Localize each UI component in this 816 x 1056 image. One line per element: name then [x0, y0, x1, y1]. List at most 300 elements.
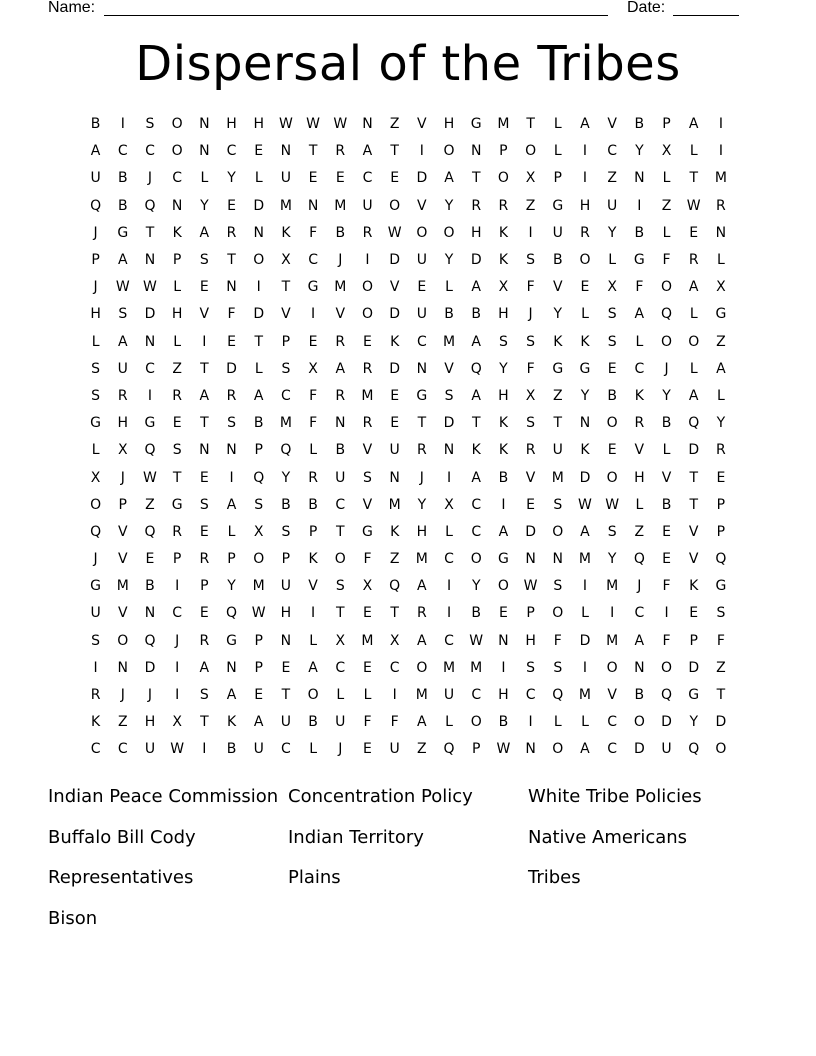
grid-letter: V: [688, 551, 699, 568]
grid-letter: K: [308, 551, 318, 568]
grid-row: [82, 709, 742, 736]
grid-letter: G: [171, 496, 183, 513]
grid-letter: A: [362, 143, 373, 160]
grid-letter: G: [579, 360, 591, 377]
grid-row: [82, 736, 742, 763]
grid-letter: A: [580, 741, 590, 758]
grid-letter: U: [90, 170, 101, 187]
grid-row: [82, 301, 742, 328]
grid-letter: M: [714, 170, 727, 187]
grid-letter: I: [93, 659, 98, 676]
grid-letter: J: [528, 306, 533, 323]
date-line: [673, 15, 739, 16]
grid-row: [82, 138, 742, 165]
name-line: [104, 15, 608, 16]
grid-letter: Y: [227, 578, 236, 595]
grid-letter: U: [362, 197, 373, 214]
grid-letter: A: [634, 632, 645, 649]
grid-letter: N: [335, 415, 346, 432]
grid-letter: W: [115, 279, 130, 296]
grid-letter: E: [199, 523, 209, 540]
grid-letter: X: [525, 170, 536, 187]
grid-letter: B: [634, 116, 645, 133]
grid-letter: N: [199, 116, 210, 133]
grid-letter: S: [91, 360, 101, 377]
grid-letter: O: [253, 551, 265, 568]
grid-letter: T: [200, 714, 209, 731]
grid-letter: L: [662, 170, 671, 187]
word-bank-item: Concentration Policy: [288, 786, 473, 807]
grid-letter: D: [416, 170, 428, 187]
grid-letter: Q: [715, 551, 727, 568]
grid-letter: M: [334, 197, 347, 214]
grid-letter: X: [335, 632, 346, 649]
grid-letter: I: [664, 605, 669, 622]
grid-letter: U: [552, 442, 563, 459]
grid-letter: X: [389, 632, 400, 649]
grid-letter: W: [306, 116, 321, 133]
grid-letter: V: [661, 469, 672, 486]
grid-letter: V: [117, 523, 128, 540]
grid-letter: U: [144, 741, 156, 758]
grid-letter: N: [552, 551, 564, 568]
grid-letter: X: [525, 387, 536, 404]
grid-letter: L: [309, 442, 317, 459]
grid-letter: X: [117, 442, 128, 459]
grid-letter: T: [145, 224, 155, 241]
grid-row: [82, 220, 742, 247]
grid-letter: M: [442, 333, 456, 350]
grid-letter: C: [634, 360, 645, 377]
grid-letter: E: [390, 387, 400, 404]
grid-letter: E: [227, 333, 236, 350]
grid-letter: T: [281, 279, 291, 296]
grid-letter: O: [361, 279, 373, 296]
grid-letter: D: [661, 714, 672, 731]
grid-letter: H: [443, 116, 455, 133]
grid-letter: C: [607, 741, 618, 758]
grid-letter: S: [91, 632, 101, 649]
grid-letter: N: [253, 224, 264, 241]
grid-letter: C: [607, 714, 618, 731]
grid-letter: A: [90, 143, 101, 160]
grid-row: [82, 383, 742, 410]
grid-letter: A: [471, 387, 481, 404]
grid-letter: K: [689, 578, 699, 595]
grid-letter: G: [90, 415, 102, 432]
grid-letter: O: [90, 496, 102, 513]
grid-letter: X: [716, 279, 726, 296]
grid-letter: P: [716, 523, 726, 540]
grid-letter: O: [361, 306, 373, 323]
grid-letter: D: [633, 741, 645, 758]
grid-letter: L: [200, 170, 209, 187]
grid-letter: U: [335, 714, 346, 731]
grid-letter: F: [309, 387, 318, 404]
grid-letter: I: [175, 687, 180, 704]
grid-letter: T: [526, 116, 535, 133]
grid-letter: S: [199, 687, 209, 704]
grid-letter: B: [308, 714, 318, 731]
grid-letter: G: [470, 116, 482, 133]
grid-row: [82, 111, 742, 138]
grid-letter: D: [226, 360, 237, 377]
grid-letter: E: [363, 741, 372, 758]
grid-letter: I: [147, 387, 153, 404]
grid-letter: I: [501, 659, 506, 676]
grid-letter: O: [443, 143, 455, 160]
grid-letter: D: [525, 523, 536, 540]
grid-letter: M: [497, 116, 510, 133]
grid-letter: L: [689, 306, 698, 323]
grid-letter: G: [552, 197, 564, 214]
grid-letter: R: [226, 387, 237, 404]
grid-letter: U: [552, 224, 563, 241]
grid-row: [82, 519, 742, 546]
grid-letter: C: [90, 741, 101, 758]
grid-letter: Y: [227, 170, 236, 187]
grid-letter: B: [607, 387, 617, 404]
grid-letter: W: [143, 279, 157, 296]
grid-letter: X: [90, 469, 101, 486]
grid-letter: Y: [716, 415, 726, 432]
grid-row: [82, 193, 742, 220]
grid-letter: W: [387, 224, 402, 241]
grid-letter: O: [688, 333, 700, 350]
grid-letter: V: [417, 197, 427, 214]
grid-letter: G: [715, 578, 727, 595]
grid-letter: O: [661, 333, 673, 350]
grid-letter: B: [661, 415, 672, 432]
grid-letter: E: [662, 523, 671, 540]
grid-letter: X: [607, 279, 617, 296]
grid-letter: J: [120, 687, 125, 704]
grid-letter: G: [226, 632, 237, 649]
grid-letter: K: [172, 224, 182, 241]
grid-letter: M: [415, 551, 428, 568]
grid-letter: X: [498, 279, 509, 296]
grid-letter: A: [335, 360, 346, 377]
grid-letter: K: [91, 714, 101, 731]
grid-letter: E: [607, 442, 617, 459]
grid-letter: T: [172, 469, 182, 486]
grid-letter: O: [470, 551, 482, 568]
grid-letter: B: [498, 469, 509, 486]
grid-letter: X: [362, 578, 373, 595]
grid-letter: U: [335, 469, 346, 486]
grid-letter: E: [254, 143, 264, 160]
grid-letter: Q: [144, 523, 156, 540]
grid-letter: W: [278, 116, 293, 133]
grid-row: [82, 274, 742, 301]
grid-letter: E: [363, 605, 372, 622]
grid-letter: K: [498, 252, 508, 269]
word-bank-item: Bison: [48, 907, 98, 929]
grid-letter: Q: [443, 741, 455, 758]
grid-letter: S: [91, 387, 101, 404]
grid-letter: W: [170, 741, 185, 758]
grid-letter: W: [251, 605, 266, 622]
grid-letter: O: [253, 252, 265, 269]
word-bank-item: Representatives: [48, 867, 194, 889]
grid-letter: P: [254, 632, 263, 649]
grid-letter: Z: [389, 551, 400, 568]
grid-letter: P: [227, 551, 236, 568]
grid-letter: C: [444, 551, 454, 568]
grid-letter: A: [444, 170, 454, 187]
grid-letter: I: [256, 279, 261, 296]
grid-letter: M: [279, 197, 292, 214]
grid-letter: F: [526, 360, 535, 377]
grid-letter: I: [610, 605, 615, 622]
grid-letter: E: [607, 360, 617, 377]
grid-letter: T: [689, 496, 698, 513]
grid-letter: D: [715, 714, 727, 731]
grid-letter: E: [662, 551, 671, 568]
grid-letter: P: [689, 632, 698, 649]
grid-letter: D: [253, 197, 265, 214]
grid-letter: L: [254, 170, 263, 187]
grid-letter: E: [689, 605, 699, 622]
grid-letter: J: [338, 252, 343, 269]
grid-letter: I: [446, 578, 452, 595]
grid-letter: Z: [389, 116, 400, 133]
grid-letter: U: [443, 687, 455, 704]
grid-letter: D: [443, 415, 455, 432]
grid-letter: B: [634, 224, 645, 241]
grid-letter: N: [199, 143, 210, 160]
grid-letter: S: [227, 415, 236, 432]
puzzle-title: Dispersal of the Tribes: [135, 36, 681, 92]
grid-letter: R: [525, 442, 536, 459]
grid-letter: E: [689, 224, 699, 241]
grid-letter: L: [581, 306, 589, 323]
grid-letter: U: [389, 741, 400, 758]
grid-letter: R: [416, 605, 427, 622]
grid-letter: L: [336, 687, 345, 704]
grid-letter: S: [526, 415, 536, 432]
grid-letter: N: [226, 442, 237, 459]
grid-letter: B: [117, 170, 128, 187]
grid-letter: K: [498, 224, 508, 241]
grid-letter: L: [581, 605, 589, 622]
grid-letter: B: [444, 306, 454, 323]
grid-letter: R: [172, 523, 183, 540]
grid-letter: Q: [144, 632, 156, 649]
grid-letter: L: [608, 252, 617, 269]
grid-letter: P: [200, 578, 209, 595]
grid-letter: A: [417, 714, 427, 731]
grid-letter: R: [716, 442, 726, 459]
grid-letter: Z: [552, 387, 563, 404]
grid-letter: U: [117, 360, 128, 377]
grid-letter: C: [444, 632, 454, 649]
grid-letter: V: [607, 116, 617, 133]
grid-letter: X: [444, 496, 454, 513]
grid-letter: P: [118, 496, 127, 513]
grid-letter: F: [635, 279, 644, 296]
grid-letter: B: [471, 306, 482, 323]
grid-letter: M: [442, 659, 456, 676]
grid-letter: F: [553, 632, 562, 649]
grid-letter: O: [552, 523, 564, 540]
grid-letter: D: [579, 469, 591, 486]
grid-letter: T: [254, 333, 263, 350]
grid-row: [82, 165, 742, 192]
grid-letter: T: [390, 605, 399, 622]
grid-letter: B: [145, 578, 155, 595]
grid-letter: S: [607, 333, 617, 350]
grid-letter: N: [579, 415, 591, 432]
grid-letter: Q: [226, 605, 238, 622]
grid-letter: G: [715, 306, 727, 323]
grid-letter: I: [528, 224, 533, 241]
grid-letter: C: [471, 496, 482, 513]
grid-letter: E: [716, 469, 726, 486]
grid-letter: L: [662, 442, 671, 459]
grid-letter: D: [470, 252, 482, 269]
grid-letter: W: [686, 197, 701, 214]
grid-letter: G: [90, 578, 102, 595]
grid-letter: E: [308, 170, 318, 187]
grid-letter: I: [446, 605, 452, 622]
grid-letter: I: [637, 197, 642, 214]
grid-letter: O: [661, 659, 673, 676]
grid-letter: E: [227, 197, 236, 214]
grid-letter: L: [363, 687, 372, 704]
grid-letter: R: [634, 415, 645, 432]
grid-letter: Q: [90, 523, 102, 540]
grid-letter: T: [471, 415, 481, 432]
grid-letter: N: [470, 143, 482, 160]
grid-letter: L: [309, 632, 317, 649]
grid-letter: D: [389, 306, 401, 323]
grid-letter: F: [662, 632, 671, 649]
grid-letter: E: [390, 415, 400, 432]
grid-letter: R: [362, 224, 373, 241]
grid-letter: U: [280, 170, 292, 187]
grid-letter: Z: [172, 360, 182, 377]
word-bank-item: Buffalo Bill Cody: [48, 826, 196, 848]
grid-letter: B: [335, 442, 346, 459]
grid-letter: I: [202, 741, 207, 758]
grid-letter: V: [117, 551, 128, 568]
grid-letter: Q: [389, 578, 401, 595]
grid-letter: N: [362, 116, 373, 133]
grid-letter: M: [551, 469, 564, 486]
grid-letter: N: [634, 659, 645, 676]
grid-letter: W: [496, 741, 511, 758]
grid-letter: V: [389, 279, 400, 296]
grid-letter: J: [147, 687, 153, 704]
grid-letter: C: [145, 143, 155, 160]
grid-row: [82, 655, 742, 682]
grid-letter: T: [417, 415, 427, 432]
grid-letter: I: [311, 605, 316, 622]
grid-letter: S: [607, 523, 617, 540]
grid-letter: B: [117, 197, 128, 214]
grid-letter: L: [91, 333, 100, 350]
grid-letter: L: [717, 252, 725, 269]
grid-letter: O: [606, 469, 618, 486]
grid-letter: H: [90, 306, 101, 323]
grid-letter: M: [578, 687, 592, 704]
grid-letter: C: [117, 741, 128, 758]
grid-letter: T: [716, 687, 726, 704]
grid-letter: L: [553, 714, 562, 731]
grid-letter: S: [335, 578, 345, 595]
grid-letter: C: [471, 687, 482, 704]
grid-letter: E: [254, 687, 264, 704]
grid-letter: J: [120, 469, 125, 486]
grid-letter: E: [308, 333, 318, 350]
grid-letter: Q: [144, 442, 156, 459]
grid-letter: O: [661, 279, 673, 296]
grid-letter: M: [470, 659, 483, 676]
grid-letter: M: [578, 551, 592, 568]
word-bank-item: Tribes: [528, 867, 581, 889]
grid-letter: S: [553, 496, 563, 513]
grid-letter: I: [582, 578, 588, 595]
name-label: Name:: [48, 0, 96, 16]
grid-letter: A: [471, 333, 481, 350]
word-bank-item: White Tribe Policies: [528, 786, 702, 807]
grid-letter: S: [254, 496, 264, 513]
grid-letter: I: [392, 687, 397, 704]
grid-letter: T: [200, 360, 209, 377]
grid-letter: O: [307, 687, 319, 704]
grid-row: [82, 492, 742, 519]
grid-letter: R: [335, 143, 346, 160]
grid-letter: O: [606, 659, 618, 676]
grid-letter: S: [281, 523, 291, 540]
grid-letter: H: [117, 415, 129, 432]
grid-letter: L: [227, 523, 236, 540]
grid-letter: K: [390, 523, 400, 540]
grid-letter: N: [117, 659, 129, 676]
grid-letter: N: [443, 442, 455, 459]
grid-letter: F: [390, 714, 399, 731]
grid-letter: C: [634, 605, 645, 622]
grid-letter: S: [526, 659, 536, 676]
grid-letter: Y: [200, 197, 209, 214]
grid-letter: N: [525, 551, 536, 568]
grid-row: [82, 600, 742, 627]
grid-letter: N: [280, 632, 292, 649]
grid-letter: D: [579, 632, 591, 649]
grid-letter: T: [689, 469, 698, 486]
grid-letter: A: [417, 632, 427, 649]
grid-letter: S: [553, 659, 563, 676]
grid-letter: Z: [661, 197, 672, 214]
grid-letter: H: [416, 523, 428, 540]
grid-letter: X: [281, 252, 291, 269]
grid-letter: V: [281, 306, 291, 323]
grid-letter: V: [607, 687, 617, 704]
grid-letter: J: [637, 578, 642, 595]
grid-letter: Z: [716, 659, 726, 676]
grid-letter: N: [498, 632, 509, 649]
grid-letter: U: [253, 741, 264, 758]
grid-letter: R: [471, 197, 482, 214]
grid-letter: W: [605, 496, 620, 513]
grid-letter: C: [362, 170, 373, 187]
grid-letter: G: [416, 387, 428, 404]
grid-letter: A: [253, 387, 264, 404]
grid-letter: V: [634, 442, 645, 459]
grid-letter: N: [416, 360, 428, 377]
grid-letter: Z: [607, 170, 617, 187]
